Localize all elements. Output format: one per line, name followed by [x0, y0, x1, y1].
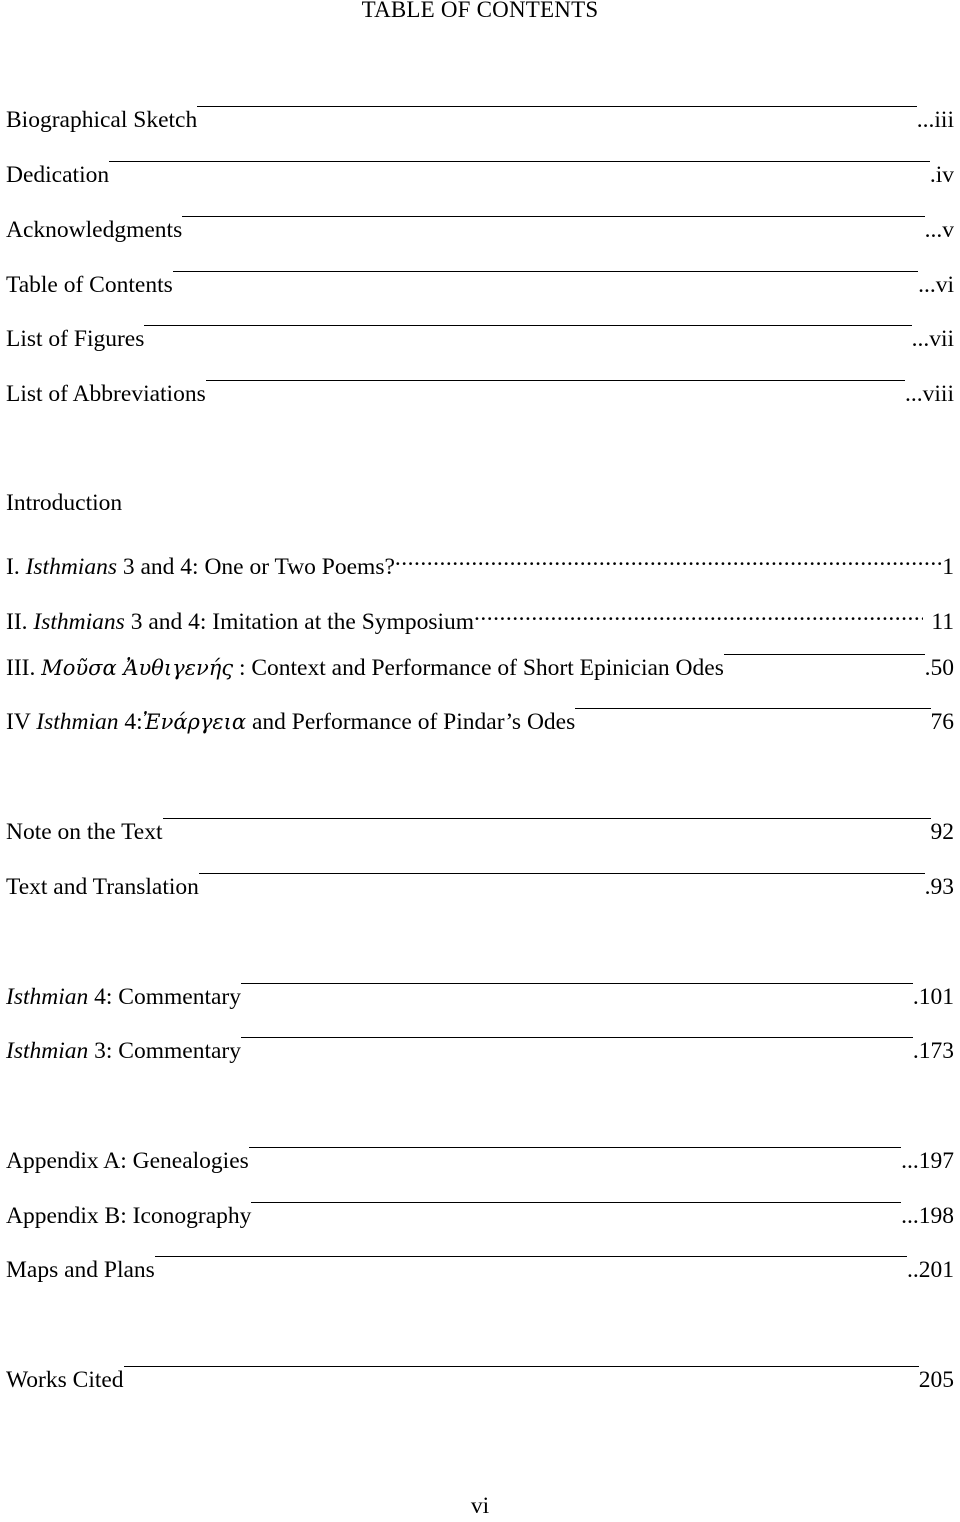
entry-label: II. Isthmians 3 and 4: Imitation at the Symposium: [6, 609, 475, 635]
toc-entry[interactable]: [6, 104, 954, 136]
entry-page: 76: [930, 709, 954, 735]
entry-label: I. Isthmians 3 and 4: One or Two Poems?: [6, 554, 395, 580]
entry-page: ...vi: [918, 272, 954, 298]
leader-line: [144, 325, 911, 326]
entry-label: Table of Contents: [6, 272, 173, 298]
entry-label: III. Μοῦσα Ἀυθιγενής : Context and Performance of Short Epinician Odes: [6, 655, 724, 681]
toc-entry[interactable]: [6, 1145, 954, 1177]
entry-label: Isthmian 4: Commentary: [6, 984, 241, 1010]
entry-page: .50: [924, 655, 954, 681]
entry-label: Text and Translation: [6, 874, 199, 900]
toc-entry[interactable]: [6, 542, 954, 580]
leader-line: [124, 1366, 919, 1367]
toc-entry[interactable]: [6, 981, 954, 1013]
toc-entry[interactable]: [6, 1364, 954, 1396]
toc-entry[interactable]: [6, 269, 954, 301]
entry-page: .173: [912, 1038, 954, 1064]
toc-entry[interactable]: [6, 214, 954, 246]
toc-entry[interactable]: [6, 378, 954, 410]
entry-label: Isthmian 3: Commentary: [6, 1038, 241, 1064]
leader-line: [575, 708, 930, 709]
leader-line: [173, 271, 918, 272]
leader-line: [251, 1202, 901, 1203]
toc-entry[interactable]: [6, 652, 954, 684]
entry-page: ...vii: [911, 326, 954, 352]
leader-line: [197, 106, 917, 107]
entry-page: .iv: [929, 162, 954, 188]
entry-page: 11: [931, 609, 954, 635]
leader-line: [724, 654, 925, 655]
leader-line: [109, 161, 930, 162]
entry-page: ...v: [924, 217, 954, 243]
entry-page: .101: [912, 984, 954, 1010]
page-number: vi: [470, 1493, 490, 1519]
entry-label: IV Isthmian 4:Ἐνάργεια and Performance of Pindar’s Odes: [6, 709, 576, 735]
section-heading-introduction: Introduction: [6, 490, 123, 516]
entry-label: Appendix A: Genealogies: [6, 1148, 249, 1174]
leader-dots: [474, 597, 923, 629]
entry-page: ...viii: [905, 381, 954, 407]
toc-entry[interactable]: [6, 706, 954, 738]
leader-line: [206, 380, 905, 381]
toc-entry[interactable]: [6, 159, 954, 191]
entry-page: 1: [942, 554, 954, 580]
leader-line: [241, 1037, 913, 1038]
entry-label: Maps and Plans: [6, 1257, 155, 1283]
entry-label: Acknowledgments: [6, 217, 183, 243]
entry-label: Works Cited: [6, 1367, 124, 1393]
leader-line: [155, 1256, 907, 1257]
entry-page: 92: [930, 819, 954, 845]
entry-label: Biographical Sketch: [6, 107, 198, 133]
entry-label: Appendix B: Iconography: [6, 1203, 252, 1229]
entry-label: List of Abbreviations: [6, 381, 206, 407]
leader-line: [249, 1147, 901, 1148]
leader-line: [163, 818, 931, 819]
toc-entry[interactable]: [6, 597, 954, 635]
entry-page: ...198: [901, 1203, 954, 1229]
toc-entry[interactable]: [6, 323, 954, 355]
toc-entry[interactable]: [6, 1254, 954, 1286]
leader-line: [241, 983, 913, 984]
entry-page: 205: [918, 1367, 954, 1393]
toc-entry[interactable]: [6, 1200, 954, 1232]
toc-entry[interactable]: [6, 871, 954, 903]
entry-page: .93: [924, 874, 954, 900]
leader-line: [182, 216, 924, 217]
leader-line: [199, 873, 925, 874]
entry-page: ...iii: [916, 107, 954, 133]
toc-entry[interactable]: [6, 1035, 954, 1067]
page-title: TABLE OF CONTENTS: [361, 0, 599, 22]
entry-page: ...197: [901, 1148, 954, 1174]
entry-label: List of Figures: [6, 326, 145, 352]
entry-page: ..201: [907, 1257, 954, 1283]
leader-dots: [395, 542, 942, 574]
entry-label: Note on the Text: [6, 819, 163, 845]
toc-entry[interactable]: [6, 816, 954, 848]
entry-label: Dedication: [6, 162, 110, 188]
